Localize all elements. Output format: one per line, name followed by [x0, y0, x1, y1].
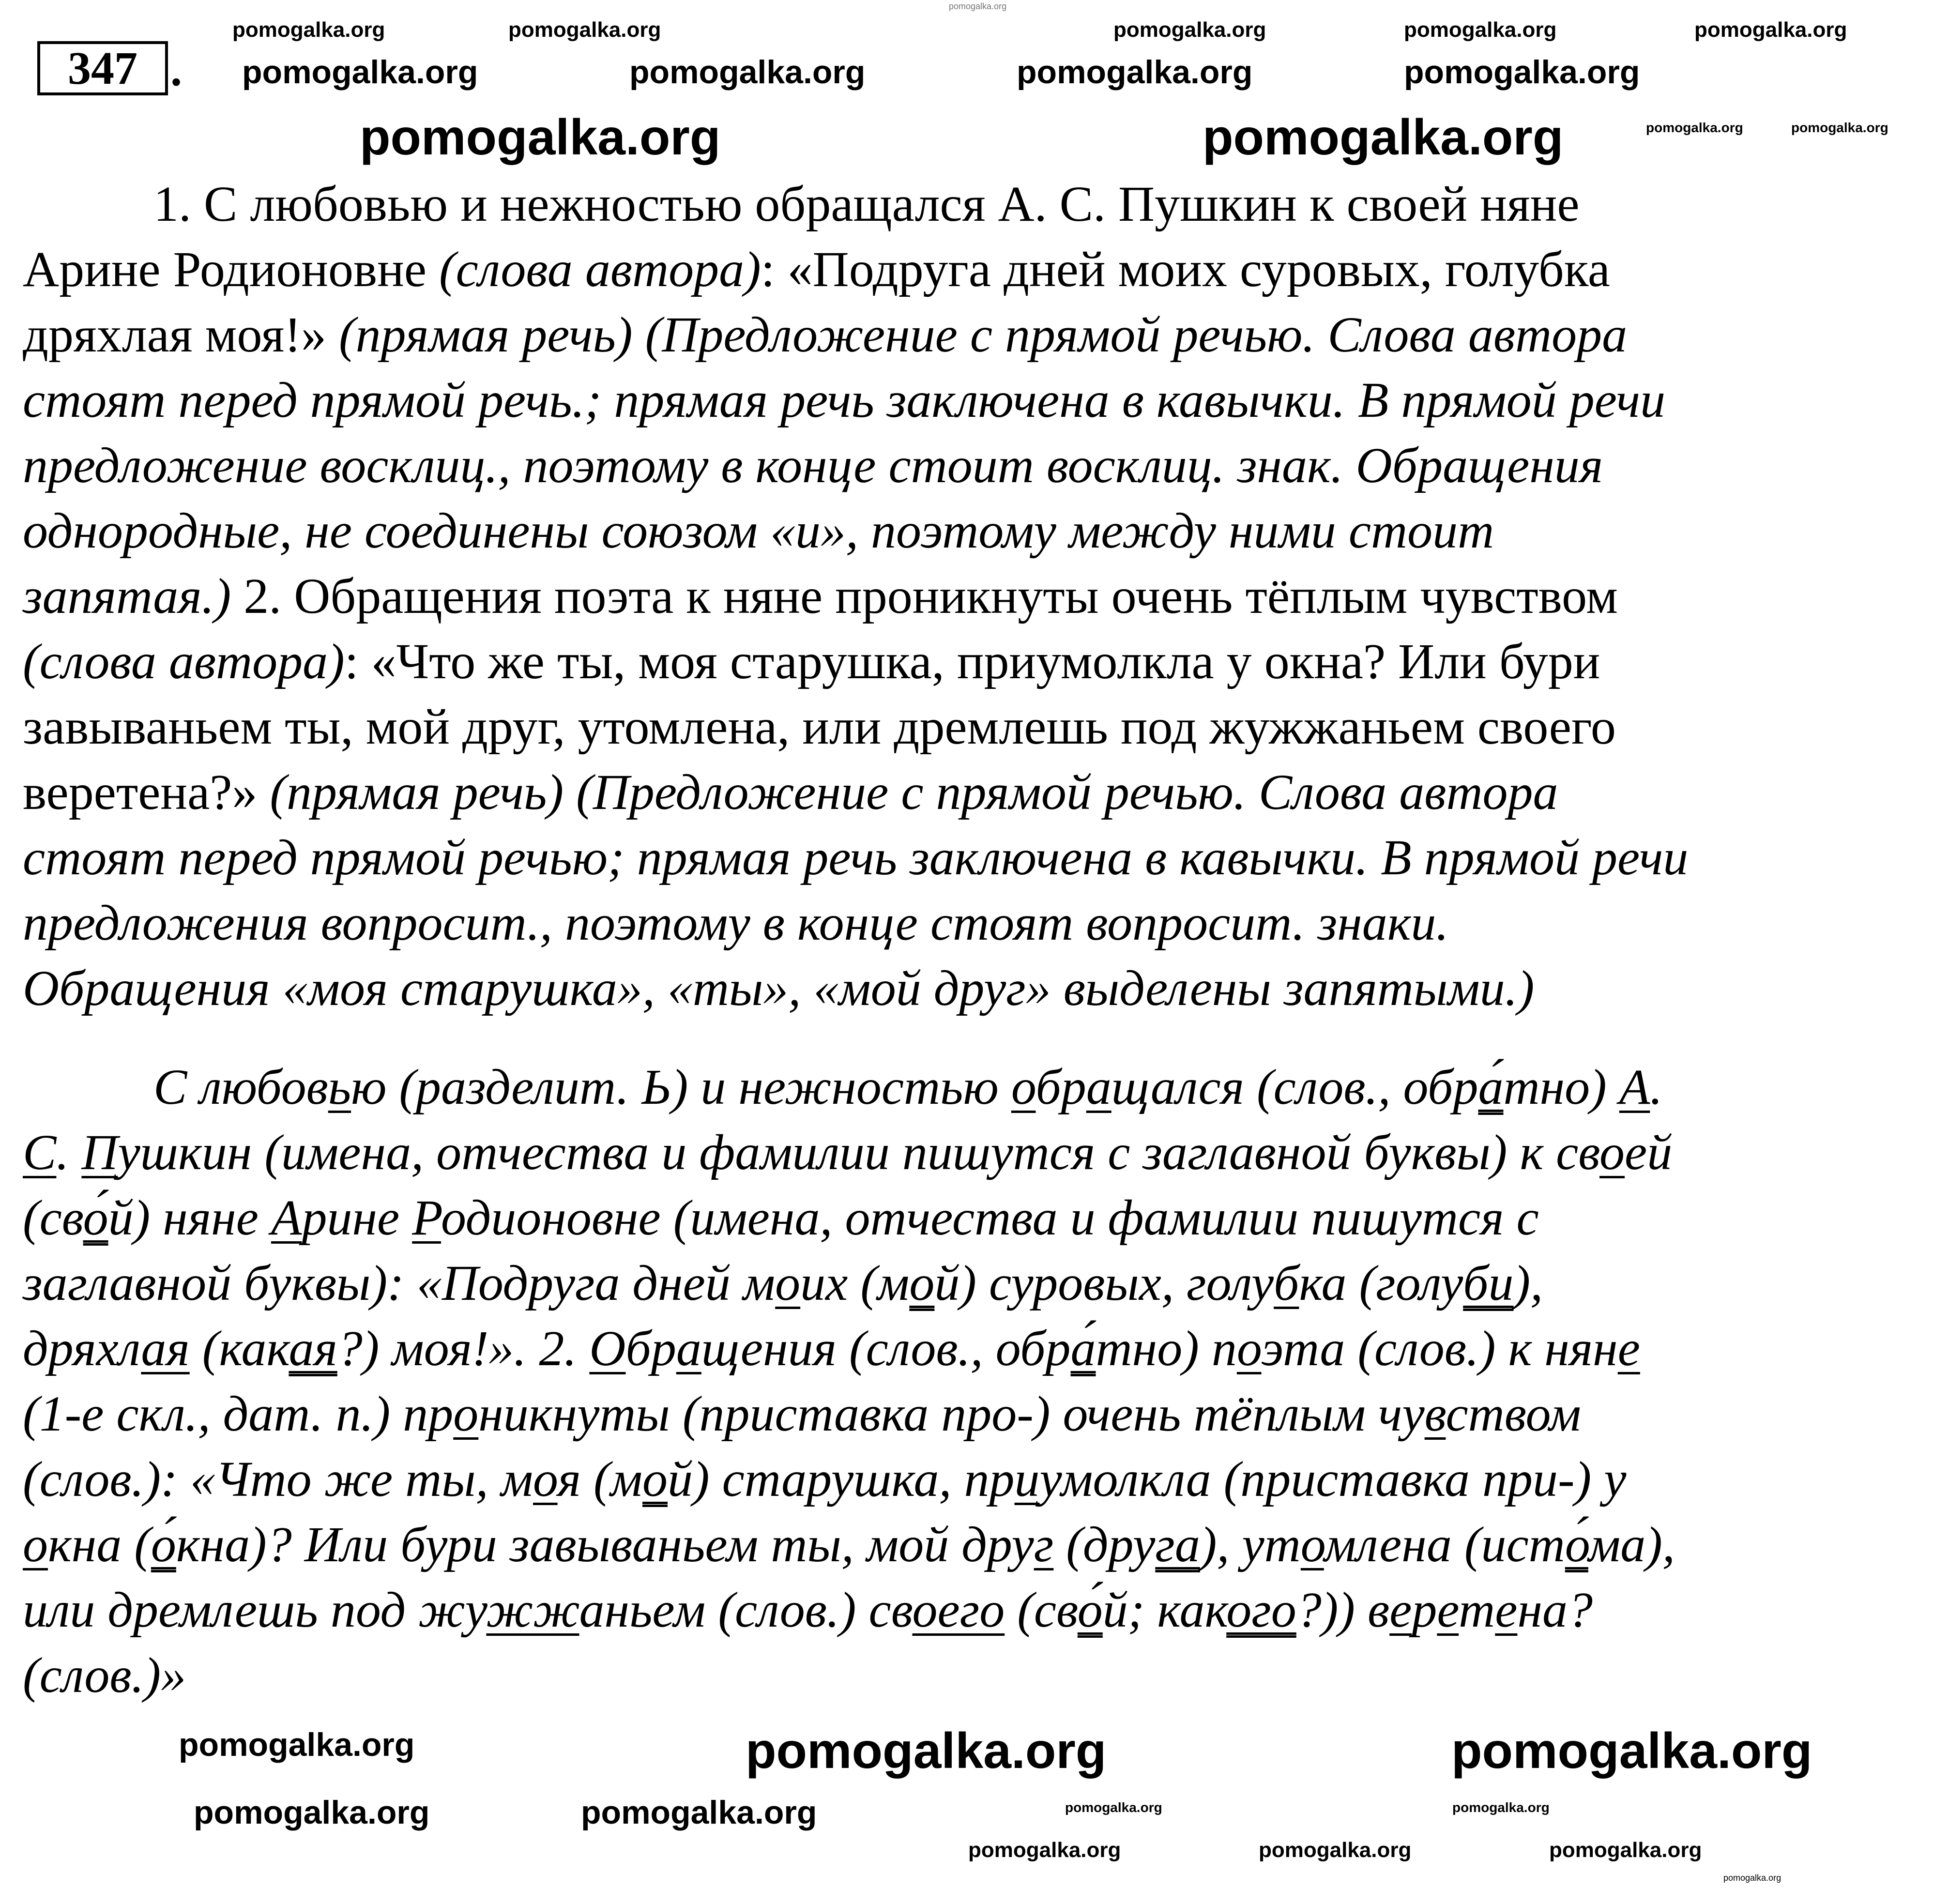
- orthogram-underline: а: [1086, 1059, 1112, 1115]
- check-word-underline: ого: [1226, 1582, 1296, 1638]
- watermark: pomogalka.org: [1404, 18, 1557, 42]
- watermark: pomogalka.org: [1452, 1800, 1550, 1815]
- watermark: pomogalka.org: [1791, 120, 1888, 135]
- italic-text: т: [1459, 1582, 1495, 1638]
- orthogram-underline: в: [1424, 1386, 1446, 1442]
- italic-text: рине: [302, 1190, 412, 1246]
- italic-text: предложение восклиц., поэтому в конце стоит восклиц. знак. Обращения: [23, 438, 1603, 493]
- italic-text: Обращения «моя старушка», «ты», «мой друг» выделены запятыми.): [23, 960, 1535, 1016]
- orthogram-underline: П: [81, 1125, 118, 1180]
- orthogram-underline: о: [1236, 1321, 1262, 1376]
- check-word-underline: о́: [151, 1517, 176, 1572]
- italic-text: ),: [1513, 1255, 1543, 1311]
- orthogram-underline: е: [1389, 1582, 1412, 1638]
- watermark: pomogalka.org: [1404, 54, 1640, 91]
- italic-text: ), ут: [1200, 1517, 1301, 1572]
- check-word-underline: о: [909, 1255, 935, 1311]
- italic-text: аньем (слов.) св: [579, 1582, 913, 1638]
- text-line: [23, 1381, 1675, 1447]
- orthogram-underline: а: [676, 1321, 701, 1376]
- italic-text: (1-е скл., дат. п.) пр: [23, 1386, 454, 1442]
- italic-text: (слова автора): [23, 634, 345, 689]
- text-line: [23, 1054, 1675, 1120]
- text-line: [23, 1250, 1675, 1316]
- text-line: [23, 1577, 1675, 1643]
- text-line: [23, 1643, 1675, 1708]
- orthogram-underline: о: [775, 1255, 801, 1311]
- italic-text: на?: [1517, 1582, 1593, 1638]
- italic-text: ушкин (имена, отчества и фамилии пишутся с заглавной буквы) к св: [118, 1125, 1600, 1180]
- orthogram-underline: оего: [912, 1582, 1005, 1638]
- italic-text: тно) п: [1096, 1321, 1237, 1376]
- watermark: pomogalka.org: [232, 18, 385, 42]
- italic-text: й; как: [1102, 1582, 1227, 1638]
- text-segment: : «Подруга дней моих суровых, голубка: [761, 242, 1610, 297]
- text-line: [23, 1447, 1675, 1512]
- orthogram-underline: о: [453, 1386, 479, 1442]
- orthogram-underline: о: [1300, 1517, 1324, 1572]
- text-segment: 1. С любовью и нежностью обращался А. С. Пушкин к своей няне: [153, 176, 1580, 232]
- italic-text: бр: [1035, 1059, 1086, 1115]
- orthogram-underline: е: [1617, 1321, 1640, 1376]
- check-word-underline: о́: [1565, 1517, 1588, 1572]
- italic-text: (прямая речь) (Предложение с прямой речью. Слова автора: [338, 307, 1628, 363]
- italic-text: й) няне: [108, 1190, 271, 1246]
- text-segment: 2. Обращения поэта к няне проникнуты очень тёплым чувством: [231, 568, 1618, 624]
- italic-text: (слова автора): [439, 242, 761, 297]
- text-line: [23, 890, 1688, 956]
- text-line: [23, 956, 1688, 1021]
- text-line: [23, 760, 1688, 825]
- italic-text: (св: [23, 1190, 83, 1246]
- text-line: [23, 564, 1688, 629]
- italic-text: (слов.)»: [23, 1647, 186, 1703]
- text-line: [23, 302, 1688, 367]
- italic-text: ей: [1625, 1125, 1673, 1180]
- text-line: [23, 694, 1688, 760]
- check-word-underline: о: [642, 1451, 668, 1507]
- italic-text: .: [1650, 1059, 1663, 1115]
- watermark: pomogalka.org: [1017, 54, 1253, 91]
- watermark: pomogalka.org: [1723, 1873, 1782, 1883]
- watermark: pomogalka.org: [179, 1726, 415, 1763]
- italic-text: млена (ист: [1324, 1517, 1565, 1572]
- check-word-underline: га: [1155, 1517, 1200, 1572]
- watermark: pomogalka.org: [1203, 109, 1564, 166]
- orthogram-underline: г: [1034, 1517, 1054, 1572]
- italic-text: эта (слов.) к нян: [1261, 1321, 1618, 1376]
- orthogram-underline: Р: [412, 1190, 441, 1246]
- italic-text: р: [1412, 1582, 1437, 1638]
- italic-text: предложения вопросит., поэтому в конце стоят вопросит. знаки.: [23, 895, 1449, 951]
- orthogram-underline: е: [1495, 1582, 1518, 1638]
- orthogram-underline: О: [589, 1321, 626, 1376]
- italic-text: однородные, не соединены союзом «и», поэтому между ними стоит: [23, 503, 1494, 559]
- check-word-underline: ая: [289, 1321, 337, 1376]
- italic-text: ма),: [1588, 1517, 1675, 1572]
- watermark: pomogalka.org: [968, 1838, 1121, 1862]
- italic-text: я (м: [557, 1451, 643, 1507]
- watermark: pomogalka.org: [1065, 1800, 1162, 1815]
- text-segment: веретена?»: [23, 764, 270, 820]
- watermark: pomogalka.org: [508, 18, 661, 42]
- orthogram-underline: и: [1014, 1451, 1040, 1507]
- italic-text: запятая.): [23, 568, 231, 624]
- text-line: [23, 1120, 1675, 1185]
- text-line: [23, 1185, 1675, 1250]
- check-word-underline: о́: [1077, 1582, 1103, 1638]
- check-word-underline: а́: [1478, 1059, 1504, 1115]
- text-segment: Арине Родионовне: [23, 242, 439, 297]
- watermark: pomogalka.org: [1259, 1838, 1412, 1862]
- exercise-number: 347: [37, 41, 168, 95]
- text-line: [23, 498, 1688, 564]
- orthogram-underline: е: [1437, 1582, 1459, 1638]
- italic-text: ством: [1446, 1386, 1581, 1442]
- text-line: [23, 1316, 1675, 1381]
- orthogram-underline: ь: [328, 1059, 351, 1115]
- watermark: pomogalka.org: [360, 109, 721, 166]
- italic-text: (прямая речь) (Предложение с прямой речью. Слова автора: [270, 764, 1558, 820]
- watermark: pomogalka.org: [1549, 1838, 1702, 1862]
- orthogram-underline: А: [271, 1190, 302, 1246]
- italic-text: кна (: [48, 1517, 151, 1572]
- watermark: pomogalka.org: [746, 1723, 1107, 1779]
- italic-text: бр: [625, 1321, 676, 1376]
- watermark: pomogalka.org: [949, 1, 1007, 11]
- watermark: pomogalka.org: [629, 54, 866, 91]
- text-line: [23, 237, 1688, 302]
- watermark: pomogalka.org: [1451, 1723, 1812, 1779]
- italic-text: (как: [189, 1321, 289, 1376]
- italic-text: (св: [1005, 1582, 1078, 1638]
- orthogram-underline: о: [1599, 1125, 1625, 1180]
- italic-text: стоят перед прямой речью; прямая речь заключена в кавычки. В прямой речи: [23, 830, 1689, 885]
- italic-text: ?) моя!». 2.: [337, 1321, 590, 1376]
- italic-text: никнуты (приставка про-) очень тёплым чу: [478, 1386, 1425, 1442]
- text-segment: завываньем ты, мой друг, утомлена, или дремлешь под жужжаньем своего: [23, 699, 1616, 755]
- orthogram-underline: о: [1011, 1059, 1036, 1115]
- italic-text: дряхл: [23, 1321, 141, 1376]
- text-line: [23, 629, 1688, 694]
- italic-text: щался (слов., обр: [1111, 1059, 1478, 1115]
- italic-text: стоят перед прямой речь.; прямая речь заключена в кавычки. В прямой речи: [23, 372, 1666, 428]
- orthogram-underline: жж: [486, 1582, 579, 1638]
- paragraph-analysis: [23, 1054, 1675, 1708]
- watermark: pomogalka.org: [242, 54, 478, 91]
- watermark: pomogalka.org: [1646, 120, 1743, 135]
- orthogram-underline: С: [23, 1125, 57, 1180]
- italic-text: .: [56, 1125, 82, 1180]
- italic-text: тно): [1503, 1059, 1619, 1115]
- italic-text: их (м: [800, 1255, 910, 1311]
- paragraph-answer: [23, 171, 1688, 1021]
- watermark: pomogalka.org: [194, 1794, 430, 1831]
- watermark: pomogalka.org: [1113, 18, 1266, 42]
- italic-text: или дремлешь под жу: [23, 1582, 487, 1638]
- italic-text: й) суровых, голу: [934, 1255, 1274, 1311]
- orthogram-underline: о: [23, 1517, 48, 1572]
- text-segment: : «Что же ты, моя старушка, приумолкла у окна? Или бури: [344, 634, 1600, 689]
- check-word-underline: би: [1463, 1255, 1514, 1311]
- watermark: pomogalka.org: [581, 1794, 817, 1831]
- italic-text: одионовне (имена, отчества и фамилии пишутся с: [441, 1190, 1539, 1246]
- italic-text: ю (разделит. Ь) и нежностью: [351, 1059, 1011, 1115]
- italic-text: (слов.): «Что же ты, м: [23, 1451, 533, 1507]
- italic-text: й) старушка, пр: [668, 1451, 1015, 1507]
- italic-text: заглавной буквы): «Подруга дней м: [23, 1255, 776, 1311]
- text-line: [23, 367, 1688, 433]
- orthogram-underline: А: [1619, 1059, 1650, 1115]
- italic-text: щения (слов., обр: [701, 1321, 1071, 1376]
- text-line: [23, 825, 1688, 890]
- italic-text: ка (голу: [1299, 1255, 1463, 1311]
- italic-text: ?)) в: [1296, 1582, 1390, 1638]
- italic-text: кна)? Или бури завываньем ты, мой дру: [176, 1517, 1034, 1572]
- text-line: [23, 1512, 1675, 1577]
- italic-text: С любов: [153, 1059, 328, 1115]
- text-segment: дряхлая моя!»: [23, 307, 339, 363]
- italic-text: умолкла (приставка при-) у: [1039, 1451, 1627, 1507]
- watermark: pomogalka.org: [1694, 18, 1847, 42]
- check-word-underline: о́: [83, 1190, 108, 1246]
- orthogram-underline: ая: [141, 1321, 190, 1376]
- text-line: [23, 433, 1688, 498]
- text-line: [23, 171, 1688, 237]
- orthogram-underline: о: [533, 1451, 558, 1507]
- orthogram-underline: б: [1274, 1255, 1299, 1311]
- check-word-underline: а́: [1070, 1321, 1096, 1376]
- italic-text: (дру: [1053, 1517, 1156, 1572]
- exercise-number-dot: .: [170, 44, 182, 95]
